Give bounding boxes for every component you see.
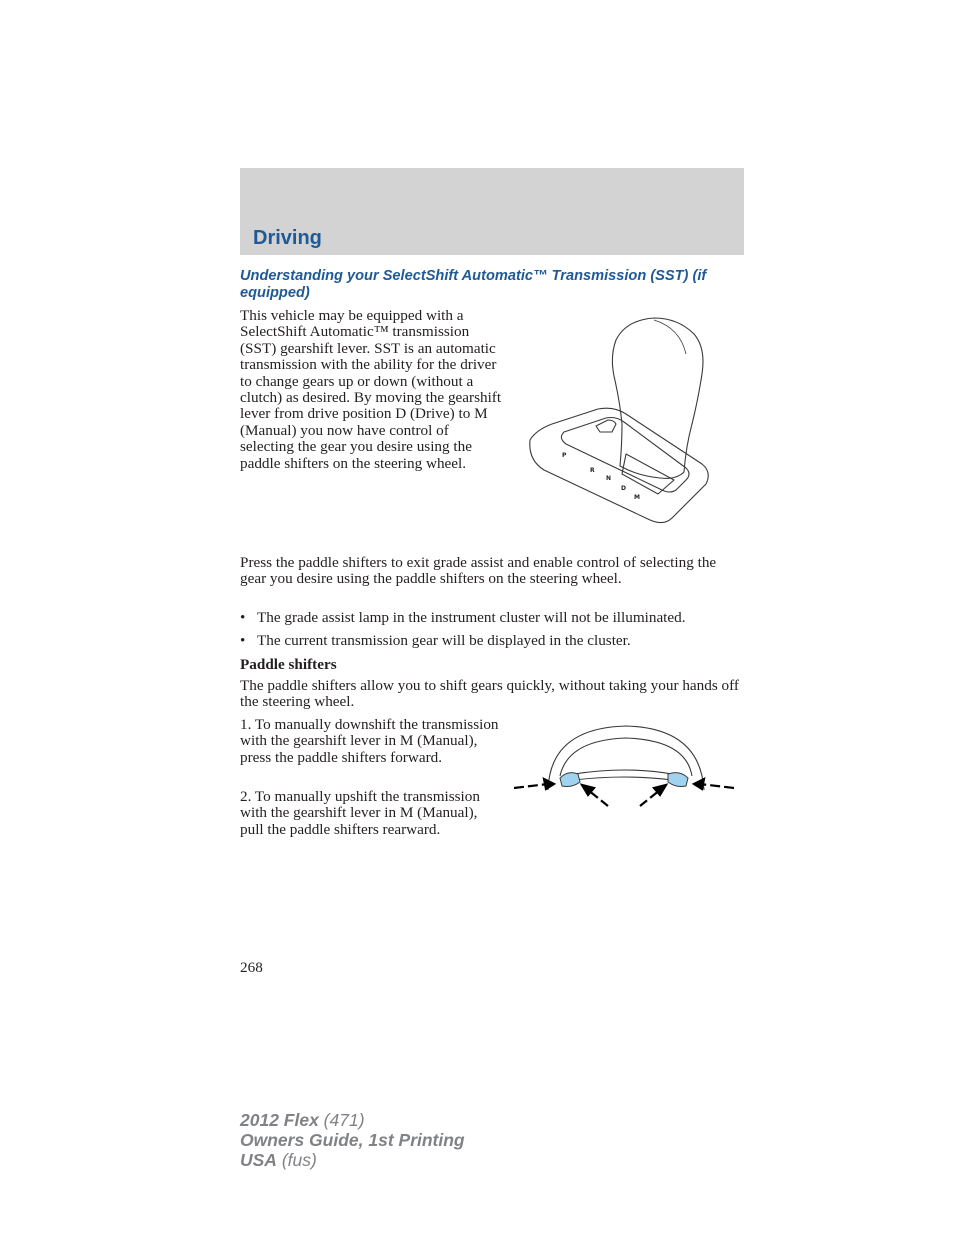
list-item — [240, 610, 744, 626]
step-upshift: 2. To manually upshift the transmission with the gearshift lever in M (Manual), pull the paddle shifters rearward. — [240, 788, 480, 838]
paddle-shifters-heading: Paddle shifters — [240, 656, 337, 673]
page-number: 268 — [240, 959, 263, 976]
gate-letter: N — [606, 475, 612, 482]
paddle-intro-paragraph: The paddle shifters allow you to shift gears quickly, without taking your hands off the steering wheel. — [240, 677, 739, 711]
list-item-text: The grade assist lamp in the instrument cluster will not be illuminated. — [257, 609, 686, 626]
paddle-left — [560, 773, 580, 787]
lever-button — [596, 420, 616, 432]
gate-letter: P — [562, 452, 567, 459]
paddle-right — [668, 773, 688, 787]
press-paragraph: Press the paddle shifters to exit grade assist and enable control of selecting the gear you desire using the paddle shifters on the steering wheel. — [240, 554, 717, 588]
paddle-shifter-illustration — [508, 718, 740, 818]
arrow-left-outer — [514, 784, 548, 788]
footer-line-market: USA (fus) — [240, 1150, 317, 1170]
steering-wheel-spoke — [574, 770, 672, 774]
gate-slot — [561, 418, 689, 493]
footer-line-edition: Owners Guide, 1st Printing — [240, 1130, 465, 1150]
console-outline — [530, 408, 708, 522]
gate-letter: R — [590, 467, 595, 474]
list-item-text: The current transmission gear will be displayed in the cluster. — [257, 631, 631, 649]
bullet-marker: • — [240, 631, 246, 649]
step-downshift: 1. To manually downshift the transmission with the gearshift lever in M (Manual), press the paddle shifters forward. — [240, 716, 499, 766]
section-title: Driving — [253, 227, 322, 249]
article-subheading: Understanding your SelectShift Automatic™ Transmission (SST) (if equipped) — [240, 268, 707, 301]
arrow-right-outer — [700, 784, 734, 788]
intro-paragraph: This vehicle may be equipped with a SelectShift Automatic™ transmission (SST) gearshift lever. SST is an automatic transmission with the ability for the driver to change gears up or down (without a clutch) as desired. By moving the gearshift lever from drive position D (Drive) to M (Manual) you now have control of selecting the gear you desire using the paddle shifters on the steering wheel. — [240, 307, 502, 472]
document-footer — [240, 1110, 465, 1170]
bullet-list — [240, 610, 744, 656]
footer-line-model: 2012 Flex (471) — [240, 1110, 365, 1130]
bullet-marker: • — [240, 609, 246, 626]
list-item — [240, 633, 744, 649]
gate-letter: M — [634, 494, 640, 501]
gate-letter: D — [621, 485, 626, 492]
gearshift-lever-illustration — [526, 314, 718, 530]
